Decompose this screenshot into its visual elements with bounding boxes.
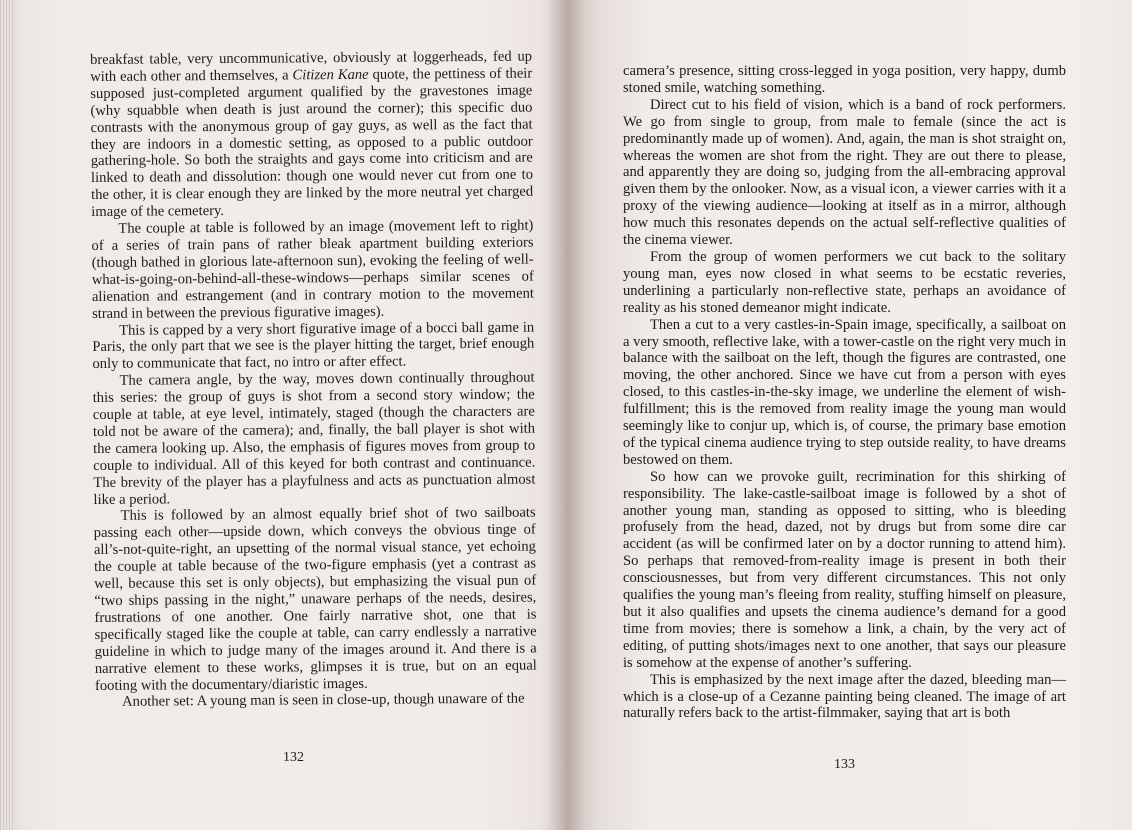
paragraph: Then a cut to a very castles-in-Spain image, specifically, a sailboat on a very smooth, reflective lake, with a tower-castle on the right very much in balance with the sailboat on the left, though the figures are contrasted, one moving, the other anchored. Since we have cut from a person with eyes closed, to this castles-in-the-sky image, we underline the element of wish-fulfillment; this is the removed from reality image the young man would seemingly like to conjur up, which is, of course, the primary base emotion of the typical cinema audience trying to step outside reality, to have dreams bestowed on them. bbox=[623, 316, 1066, 468]
paragraph: camera’s presence, sitting cross-legged in yoga position, very happy, dumb stoned smile, watching something. bbox=[623, 63, 1066, 96]
film-title: Citizen Kane bbox=[292, 66, 369, 84]
paragraph: So how can we provoke guilt, recrimination for this shirking of responsibility. The lake-castle-sailboat image is followed by a shot of another young man, standing as opposed to sitting, who is bleeding profusely from the head, dazed, not by drugs but from some dire car accident (as will be confirmed later on by a doctor running to attend him). So perhaps that removed-from-reality image is present in both their consciousnesses, but from very different circumstances. This not only qualifies the young man’s fleeing from reality, stuffing himself on pleasure, but it also qualifies and upsets the cinema audience’s demand for a good time from movies; there is somehow a link, a chain, by the very act of editing, of putting shots/images next to one another, that says our pleasure is somehow at the expense of another’s suffering. bbox=[623, 468, 1066, 671]
paragraph: This is followed by an almost equally brief shot of two sailboats passing each other—upside down, which conveys the obvious tinge of all’s-not-quite-right, an upsetting of the normal visual stance, yet echoing the couple at table because of the two-figure emphasis (yet a contrast as well, because this set is only objects), but emphasizing the visual pun of “two ships passing in the night,” unaware perhaps of the needs, desires, frustrations of one another. One fairly narrative shot, one that is specifically staged like the couple at table, can carry endlessly a narrative guideline in which to judge many of the images around it. And there is a narrative element to these works, glimpses it is true, but on an equal footing with the documentary/diaristic images. bbox=[93, 504, 537, 694]
page-edges bbox=[0, 0, 14, 830]
paragraph: Direct cut to his field of vision, which is a band of rock performers. We go from single to group, from male to female (since the act is predominantly made up of women). And, again, the man is shot straight on, whereas the women are shot from the right. They are out there to please, and apparently they are doing so, judging from the all-embracing approval given them by the onlooker. Now, as a visual icon, a viewer carries with it a proxy of the viewing audience—looking at itself as in a mirror, although how much this resonates depends on the actual self-reflective qualities of the cinema viewer. bbox=[623, 96, 1066, 249]
paragraph: Another set: A young man is seen in close-up, though unaware of the bbox=[122, 691, 525, 711]
paragraph: The couple at table is followed by an image (movement left to right) of a series of train pans of rather bleak apartment building exteriors (though bathed in glorious late-afternoon sun), evoking the feeling of well-what-is-going-on-behind-all-these-windows—perhaps similar scenes of alienation and estrangement (and in contrary motion to the movement strand in between the previous figurative images). bbox=[91, 217, 534, 322]
left-page-text bbox=[90, 49, 537, 712]
right-page bbox=[566, 0, 1132, 830]
right-page-text bbox=[623, 63, 1066, 722]
paragraph: From the group of women performers we cut back to the solitary young man, eyes now closed in what seems to be ecstatic reveries, underlining a particularly non-reflective state, perhaps an avoidance of reality as his stoned demeanor might indicate. bbox=[623, 248, 1066, 316]
page-number: 133 bbox=[834, 757, 855, 772]
paragraph: The camera angle, by the way, moves down continually throughout this series: the group of guys is shot from a second story window; the couple at table, at eye level, intimately, staged (though the characters are told not be aware of the camera); and, finally, the ball player is shot with the camera looking up. Also, the emphasis of figures moves from group to couple to individual. All of this keyed for both contrast and continuance. The brevity of the player has a playfulness and acts as punctuation almost like a period. bbox=[92, 369, 536, 508]
paragraph: breakfast table, very uncommunicative, obviously at loggerheads, fed up with each other and themselves, a Citizen Kane quote, the pettiness of their supposed just-completed argument qualified by the gravestones image (why squabble when death is just around the corner); this specific duo contrasts with the anonymous group of gay guys, as well as the fact that they are indoors in a domestic setting, as opposed to a public outdoor gathering-hole. So both the straights and gays come into criticism and are linked to death and dissolution: though one would never cut from one to the other, it is clear enough they are linked by the more neutral yet charged image of the cemetery. bbox=[90, 48, 534, 221]
paragraph: This is capped by a very short figurative image of a bocci ball game in Paris, the only part that we see is the player hitting the target, brief enough only to communicate that fact, no intro or after effect. bbox=[92, 319, 535, 373]
paragraph: This is emphasized by the next image after the dazed, bleeding man—which is a close-up of a Cezanne painting being cleaned. The image of art naturally refers back to the artist-filmmaker, saying that art is both bbox=[623, 671, 1066, 722]
page-number: 132 bbox=[283, 750, 304, 765]
